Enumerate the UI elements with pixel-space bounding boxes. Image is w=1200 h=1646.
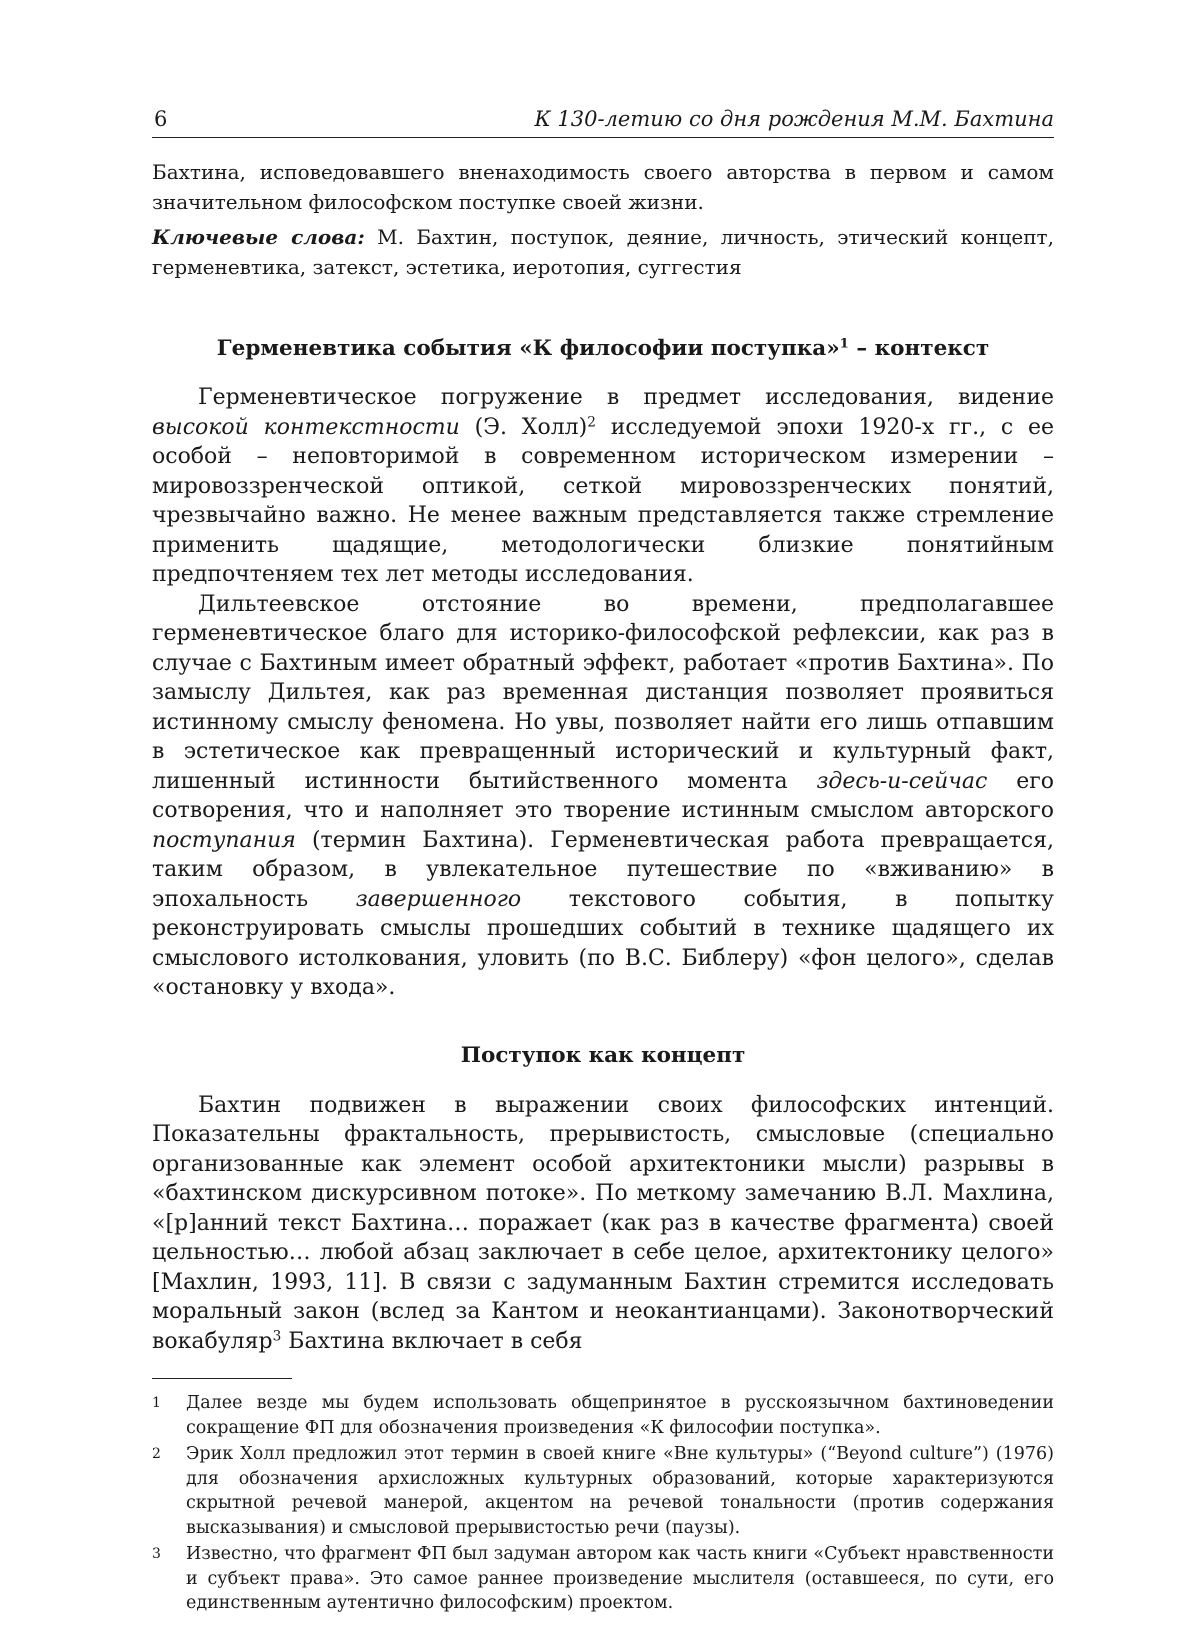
text-run: исследуемой эпохи 1920-х гг., с ее особой – неповторимой в современном историческом измерении – мировоззренческой оптикой, сеткой мировоззренческих понятий, чрезвычайно важно. Не менее важным представляется также стремление применить щадящие, методологически близкие понятийным предпочтеняем тех лет методы исследования.	[152, 414, 1054, 587]
text-run: Дильтеевское отстояние во времени, предполагавшее герменевтическое благо для историко-философской рефлексии, как раз в случае с Бахтиным имеет обратный эффект, работает «против Бахтина». По замыслу Дильтея, как раз временная дистанция позволяет проявиться истинному смыслу феномена. Но увы, позволяет найти его лишь отпавшим в эстетическое как превращенный исторический и культурный факт, лишенный истинности бытийственного момента	[152, 591, 1054, 794]
section-heading-tail: – контекст	[848, 336, 990, 361]
keywords-label: Ключевые слова:	[152, 225, 365, 249]
footnote-ref-2[interactable]: 2	[587, 414, 596, 430]
text-run: текстового события, в попытку реконструировать смыслы прошедших событий в технике щадящего их смыслового истолкования, уловить (по В.С. Библеру) «фон целого», сделав «остановку у входа».	[152, 886, 1054, 1000]
footnote-1	[152, 1391, 1054, 1440]
section1-body	[152, 383, 1054, 1003]
footnote-2	[152, 1442, 1054, 1540]
emphasis: высокой контекстности	[152, 414, 460, 440]
text-run: его сотворения, что и наполняет это творение истинным смыслом авторского	[152, 768, 1054, 823]
footnote-3	[152, 1542, 1054, 1616]
section-heading-main: Герменевтика события «К философии поступка»	[216, 336, 840, 361]
section2-body	[152, 1091, 1054, 1357]
section-heading-hermeneutics	[152, 336, 1054, 361]
section-heading-act-as-concept: Поступок как концепт	[460, 1042, 746, 1068]
footnote-text: Известно, что фрагмент ФП был задуман автором как часть книги «Субъект нравственности и субъект права». Это самое раннее произведение мыслителя (оставшееся, по сути, его единственным аутентично философским) проектом.	[186, 1544, 1054, 1613]
page-number: 6	[154, 107, 168, 131]
keywords-text: М. Бахтин, поступок, деяние, личность, этический концепт, герменевтика, затекст, эстетика, иеротопия, суггестия	[152, 225, 1054, 279]
emphasis: поступания	[152, 827, 296, 853]
running-title: К 130-летию со дня рождения М.М. Бахтина	[534, 107, 1054, 131]
footnote-mark: 3	[152, 1546, 161, 1562]
text-run: Бахтин подвижен в выражении своих философских интенций. Показательны фрактальность, прерывистость, смысловые (специально организованные как элемент особой архитектоники мысли) разрывы в «бахтинском дискурсивном потоке». По меткому замечанию В.Л. Махлина, «[р]анний текст Бахтина… поражает (как раз в качестве фрагмента) своей цельностью… любой абзац заключает в себе целое, архитектонику целого» [Махлин, 1993, 11]. В связи с задуманным Бахтин стремится исследовать моральный закон (вслед за Кантом и неокантианцами). Законотворческий вокабуляр	[152, 1092, 1054, 1354]
text-run: Герменевтическое погружение в предмет исследования, видение	[198, 385, 1054, 410]
footnote-ref-1[interactable]: 1	[839, 335, 849, 352]
footnote-mark: 2	[152, 1446, 161, 1462]
footnote-mark: 1	[152, 1395, 161, 1411]
paragraph	[152, 383, 1054, 590]
text-run: Бахтина включает в себя	[281, 1328, 583, 1354]
text-run: (Э. Холл)	[459, 414, 588, 440]
footnote-text: Эрик Холл предложил этот термин в своей книге «Вне культуры» (“Beyond culture”) (1976) для обозначения архисложных культурных образований, которые характеризуются скрытной речевой манерой, акцентом на речевой тональности (против содержания высказывания) и смысловой прерывистостью речи (паузы).	[186, 1444, 1054, 1538]
text-run: (термин Бахтина). Герменевтическая работа превращается, таким образом, в увлекательное путешествие по «вживанию» в эпохальность	[152, 827, 1054, 912]
footnote-ref-3[interactable]: 3	[272, 1328, 282, 1344]
abstract-tail: Бахтина, исповедовавшего вненаходимость своего авторства в первом и самом значительном философском поступке своей жизни.	[152, 160, 1054, 214]
footnote-separator	[152, 1378, 292, 1379]
paragraph	[152, 1091, 1054, 1357]
emphasis: здесь-и-сейчас	[816, 768, 988, 794]
paragraph	[152, 590, 1054, 1003]
footnote-text: Далее везде мы будем использовать общепринятое в русскоязычном бахтиноведении сокращение ФП для обозначения произведения «К философии поступка».	[186, 1393, 1054, 1438]
emphasis: завершенного	[355, 886, 522, 912]
page-content	[152, 157, 1054, 1616]
keywords	[152, 222, 1054, 282]
page-header	[152, 107, 1054, 138]
